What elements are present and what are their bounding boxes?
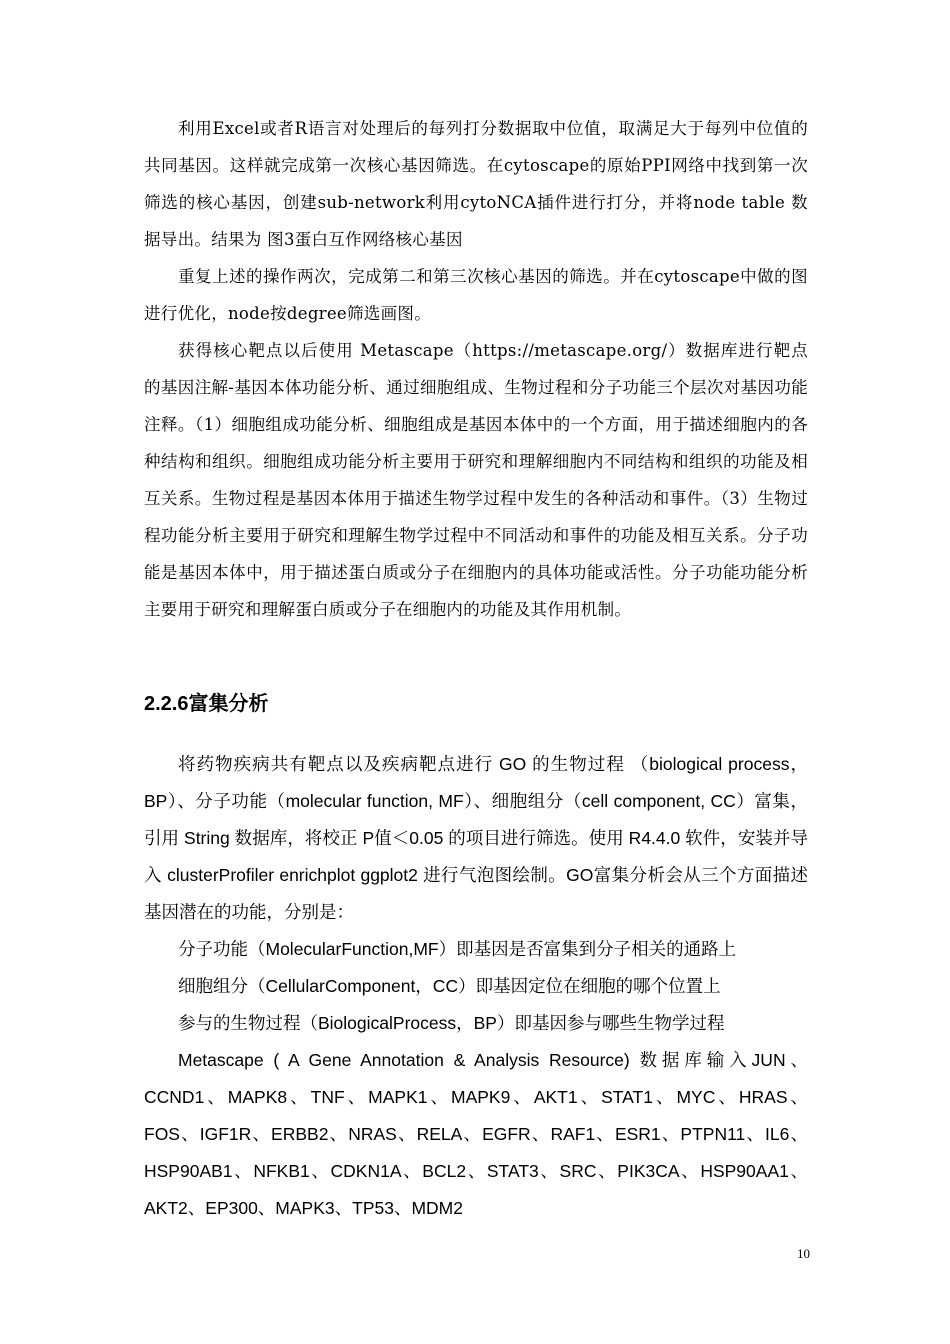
paragraph-repeat-screening: 重复上述的操作两次，完成第二和第三次核心基因的筛选。并在cytoscape中做的图进行优化，node按degree筛选画图。 [144, 267, 808, 323]
page-number: 10 [797, 1246, 810, 1261]
paragraph-metascape-annotation: 获得核心靶点以后使用 Metascape（https://metascape.org/）数据库进行靶点的基因注解-基因本体功能分析、通过细胞组成、生物过程和分子功能三个层次对基因功能注释。（1）细胞组成功能分析、细胞组成是基因本体中的一个方面，用于描述细胞内的各种结构和组织。细胞组成功能分析主要用于研究和理解细胞内不同结构和组织的功能及相互关系。生物过程是基因本体用于描述生物学过程中发生的各种活动和事件。（3）生物过程功能分析主要用于研究和理解生物学过程中不同活动和事件的功能及相互关系。分子功能是基因本体中，用于描述蛋白质或分子在细胞内的具体功能或活性。分子功能功能分析主要用于研究和理解蛋白质或分子在细胞内的功能及其作用机制。 [144, 341, 808, 619]
list-item-molecular-function: 分子功能（MolecularFunction,MF）即基因是否富集到分子相关的通路上 [178, 939, 737, 959]
paragraph-gene-list: Metascape ( A Gene Annotation & Analysis Resource) 数据库输入JUN、CCND1、MAPK8、TNF、MAPK1、MAPK9、AKT1、STAT1、MYC、HRAS、FOS、IGF1R、ERBB2、NRAS、RELA、EGFR、RAF1、ESR1、PTPN11、IL6、HSP90AB1、NFKB1、CDKN1A、BCL2、STAT3、SRC、PIK3CA、HSP90AA1、AKT2、EP300、MAPK3、TP53、MDM2 [144, 1050, 808, 1218]
paragraph-go-enrichment: 将药物疾病共有靶点以及疾病靶点进行 GO 的生物过程 （biological process，BP）、分子功能（molecular function, MF）、细胞组分（cell component, CC）富集，引用 String 数据库，将校正 P值＜0.05 的项目进行筛选。使用 R4.4.0 软件，安装并导入 clusterProfiler enrichplot ggplot2 进行气泡图绘制。GO富集分析会从三个方面描述基因潜在的功能，分别是： [144, 754, 808, 922]
list-item-cellular-component: 细胞组分（CellularComponent，CC）即基因定位在细胞的哪个位置上 [178, 976, 721, 996]
paragraph-core-gene-screening: 利用Excel或者R语言对处理后的每列打分数据取中位值，取满足大于每列中位值的共同基因。这样就完成第一次核心基因筛选。在cytoscape的原始PPI网络中找到第一次筛选的核心基因，创建sub-network利用cytoNCA插件进行打分，并将node table 数据导出。结果为 图3蛋白互作网络核心基因 [144, 119, 808, 249]
section-heading: 2.2.6富集分析 [144, 693, 269, 715]
list-item-biological-process: 参与的生物过程（BiologicalProcess，BP）即基因参与哪些生物学过程 [178, 1013, 725, 1033]
